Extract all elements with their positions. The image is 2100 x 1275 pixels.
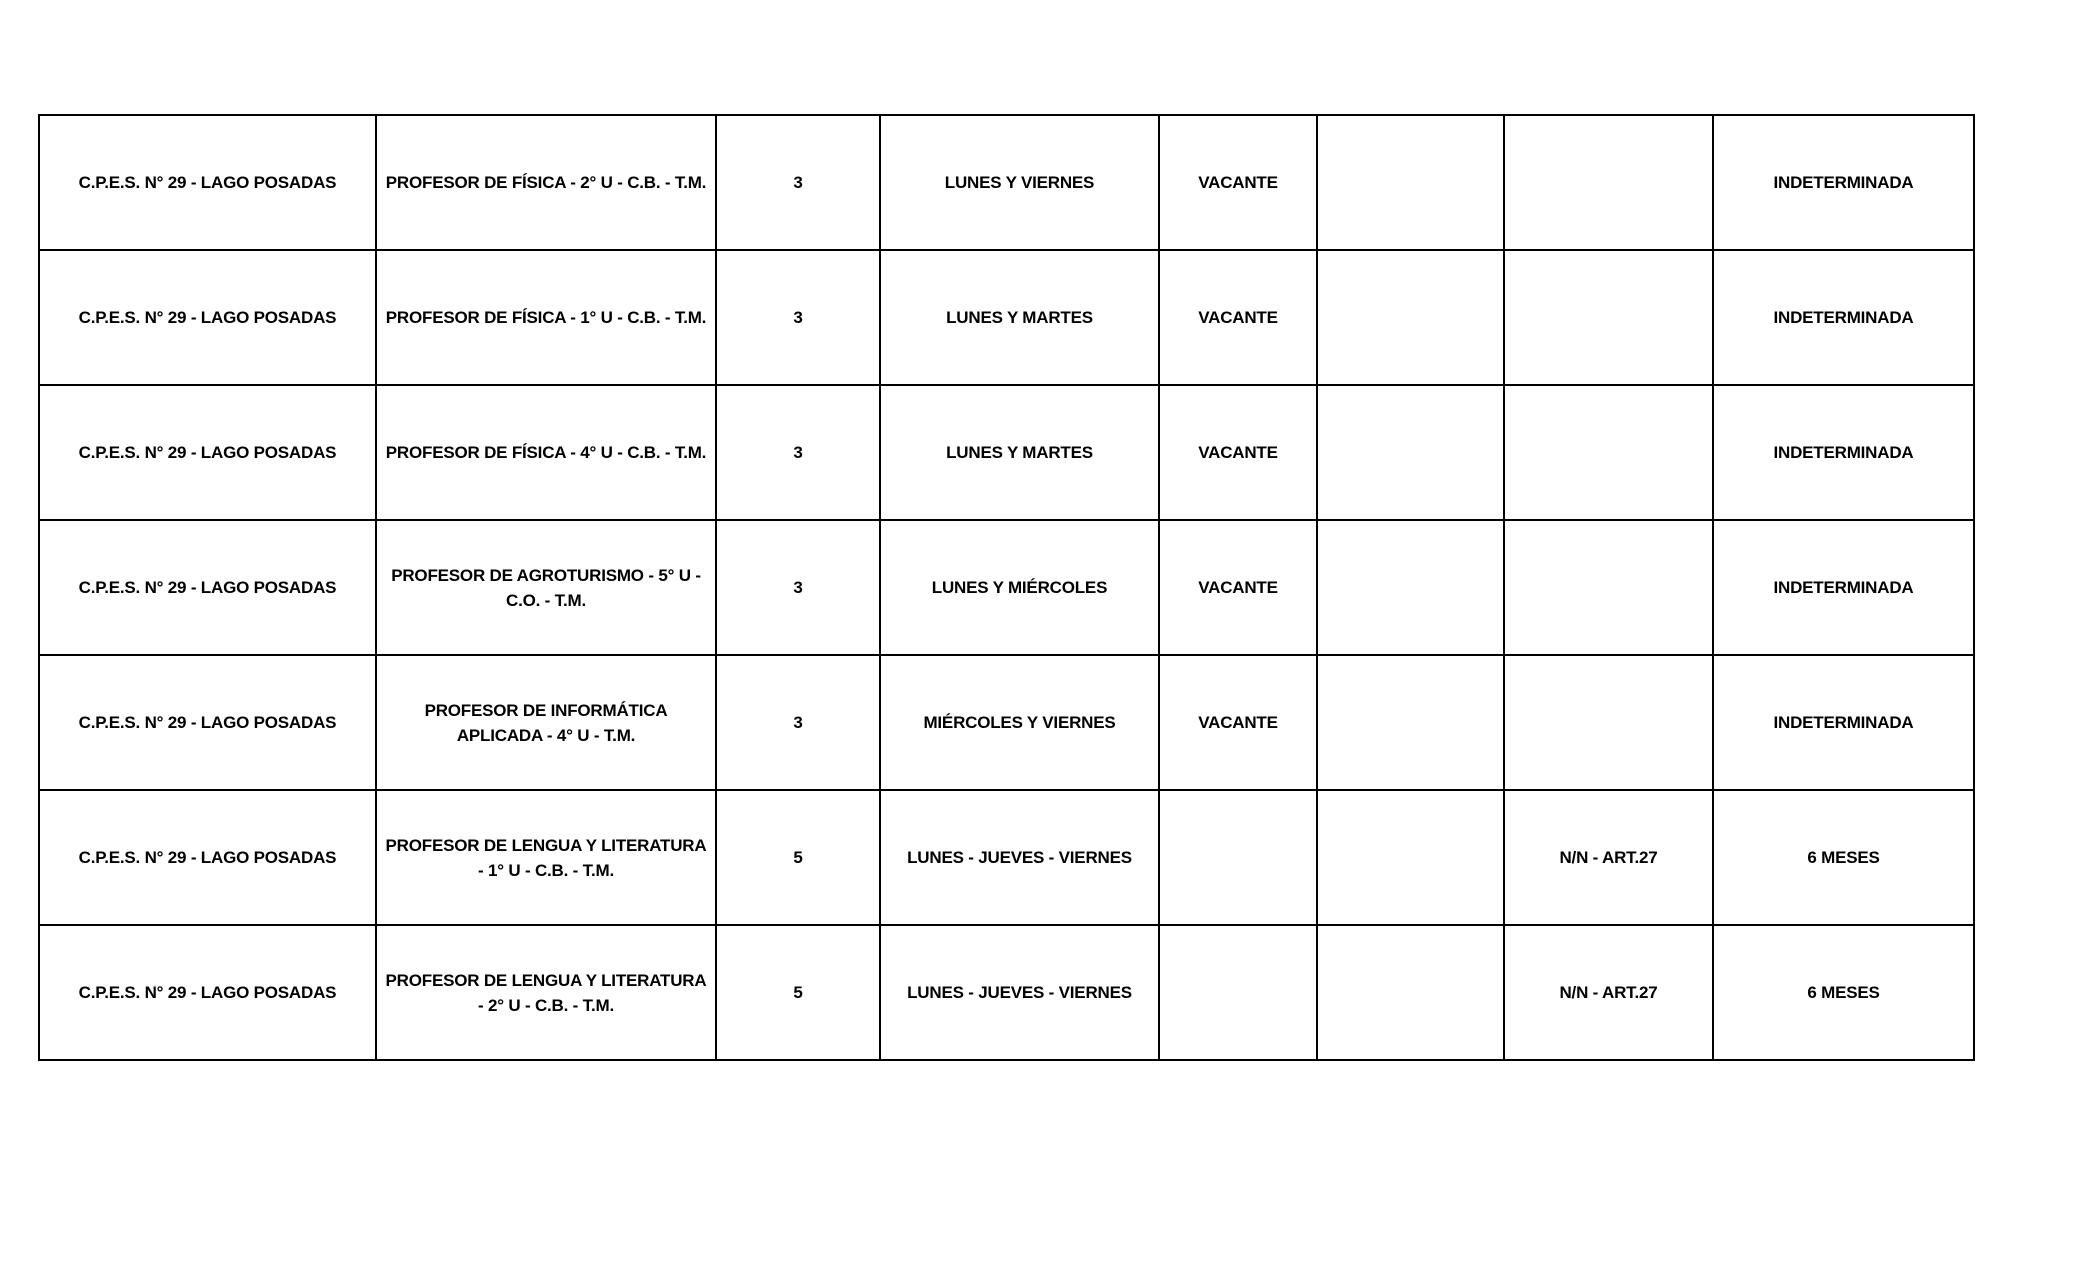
hours-cell: 3 [716, 520, 880, 655]
school-cell: C.P.E.S. N° 29 - LAGO POSADAS [39, 925, 376, 1060]
replacement-cell: N/N - ART.27 [1504, 790, 1713, 925]
school-cell: C.P.E.S. N° 29 - LAGO POSADAS [39, 385, 376, 520]
hours-cell: 5 [716, 925, 880, 1060]
status-cell: VACANTE [1159, 250, 1317, 385]
status-cell: VACANTE [1159, 520, 1317, 655]
empty-cell [1317, 385, 1504, 520]
status-cell: VACANTE [1159, 115, 1317, 250]
school-cell: C.P.E.S. N° 29 - LAGO POSADAS [39, 520, 376, 655]
status-cell: VACANTE [1159, 655, 1317, 790]
days-cell: LUNES Y MIÉRCOLES [880, 520, 1159, 655]
days-cell: LUNES Y VIERNES [880, 115, 1159, 250]
empty-cell [1317, 790, 1504, 925]
replacement-cell [1504, 655, 1713, 790]
table-row [39, 520, 1974, 655]
replacement-cell [1504, 520, 1713, 655]
hours-cell: 3 [716, 115, 880, 250]
school-cell: C.P.E.S. N° 29 - LAGO POSADAS [39, 790, 376, 925]
position-cell: PROFESOR DE FÍSICA - 4° U - C.B. - T.M. [376, 385, 716, 520]
empty-cell [1317, 250, 1504, 385]
school-cell: C.P.E.S. N° 29 - LAGO POSADAS [39, 115, 376, 250]
days-cell: LUNES Y MARTES [880, 385, 1159, 520]
empty-cell [1317, 925, 1504, 1060]
empty-cell [1317, 655, 1504, 790]
days-cell: LUNES - JUEVES - VIERNES [880, 925, 1159, 1060]
school-cell: C.P.E.S. N° 29 - LAGO POSADAS [39, 655, 376, 790]
days-cell: LUNES - JUEVES - VIERNES [880, 790, 1159, 925]
duration-cell: 6 MESES [1713, 925, 1974, 1060]
hours-cell: 5 [716, 790, 880, 925]
status-cell [1159, 790, 1317, 925]
duration-cell: INDETERMINADA [1713, 520, 1974, 655]
days-cell: LUNES Y MARTES [880, 250, 1159, 385]
hours-cell: 3 [716, 385, 880, 520]
duration-cell: 6 MESES [1713, 790, 1974, 925]
duration-cell: INDETERMINADA [1713, 385, 1974, 520]
empty-cell [1317, 115, 1504, 250]
position-cell: PROFESOR DE FÍSICA - 2° U - C.B. - T.M. [376, 115, 716, 250]
replacement-cell [1504, 115, 1713, 250]
hours-cell: 3 [716, 250, 880, 385]
status-cell: VACANTE [1159, 385, 1317, 520]
position-cell: PROFESOR DE AGROTURISMO - 5° U - C.O. - T.M. [376, 520, 716, 655]
position-cell: PROFESOR DE LENGUA Y LITERATURA - 1° U - C.B. - T.M. [376, 790, 716, 925]
table-row [39, 790, 1974, 925]
duration-cell: INDETERMINADA [1713, 250, 1974, 385]
hours-cell: 3 [716, 655, 880, 790]
replacement-cell [1504, 250, 1713, 385]
position-cell: PROFESOR DE INFORMÁTICA APLICADA - 4° U - T.M. [376, 655, 716, 790]
position-cell: PROFESOR DE LENGUA Y LITERATURA - 2° U - C.B. - T.M. [376, 925, 716, 1060]
vacancies-table [38, 114, 1975, 1061]
empty-cell [1317, 520, 1504, 655]
duration-cell: INDETERMINADA [1713, 115, 1974, 250]
duration-cell: INDETERMINADA [1713, 655, 1974, 790]
table-row [39, 115, 1974, 250]
position-cell: PROFESOR DE FÍSICA - 1° U - C.B. - T.M. [376, 250, 716, 385]
status-cell [1159, 925, 1317, 1060]
table-row [39, 385, 1974, 520]
table-row [39, 250, 1974, 385]
table-row [39, 925, 1974, 1060]
replacement-cell [1504, 385, 1713, 520]
replacement-cell: N/N - ART.27 [1504, 925, 1713, 1060]
days-cell: MIÉRCOLES Y VIERNES [880, 655, 1159, 790]
table-row [39, 655, 1974, 790]
school-cell: C.P.E.S. N° 29 - LAGO POSADAS [39, 250, 376, 385]
